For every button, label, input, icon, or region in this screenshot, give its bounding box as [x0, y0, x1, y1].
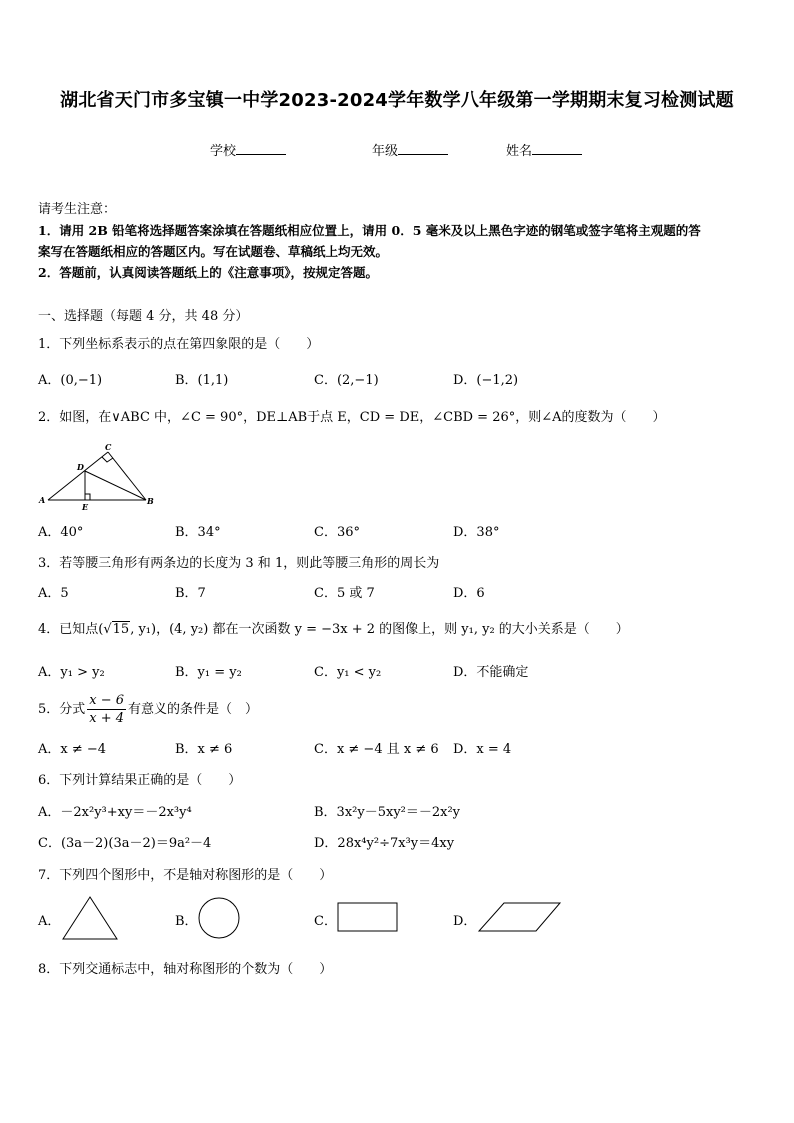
school-blank[interactable]	[236, 142, 286, 155]
q7-option-c[interactable]: C．	[314, 914, 337, 929]
name-blank[interactable]	[532, 142, 582, 155]
q1-option-b[interactable]: B．(1,1)	[175, 373, 229, 388]
segment-bd	[85, 471, 146, 500]
right-angle-mark-e	[85, 494, 90, 500]
q2-option-d[interactable]: D．38°	[453, 525, 500, 540]
q6-option-d[interactable]: D．28x⁴y²÷7x³y＝4xy	[314, 836, 455, 851]
notice-item-1-line-1: 1．请用 2B 铅笔将选择题答案涂填在答题纸相应位置上，请用 0．5 毫米及以上黑色字迹的钢笔或签字笔将主观题的答	[38, 223, 701, 238]
q4-sqrt-value: 15	[112, 622, 130, 637]
q6-option-c[interactable]: C．(3a－2)(3a－2)＝9a²－4	[38, 836, 212, 851]
side-cb	[108, 452, 146, 500]
q4-point-2: (4, y₂)	[169, 622, 209, 637]
q5-numerator: x − 6	[89, 693, 125, 708]
q5-fraction	[87, 692, 126, 727]
q3-option-a[interactable]: A．5	[38, 586, 69, 601]
q4-stem-rest: 都在一次函数 y = −3x + 2 的图像上，则 y₁, y₂ 的大小关系是（ ）	[208, 622, 629, 637]
q3-option-d[interactable]: D．6	[453, 586, 485, 601]
label-c: C	[105, 442, 112, 452]
grade-blank[interactable]	[398, 142, 448, 155]
q4-option-b[interactable]: B．y₁ = y₂	[175, 665, 242, 680]
q5-denominator: x + 4	[89, 711, 125, 726]
school-label: 学校	[210, 144, 237, 159]
q4-stem: 4．已知点(√15, y₁)，(4, y₂) 都在一次函数 y = −3x + 2 的图像上，则 y₁, y₂ 的大小关系是（ ）	[38, 622, 629, 637]
q5-option-a[interactable]: A．x ≠ −4	[38, 742, 107, 757]
q1-option-c[interactable]: C．(2,−1)	[314, 373, 379, 388]
q2-option-c[interactable]: C．36°	[314, 525, 360, 540]
q3-option-b[interactable]: B．7	[175, 586, 206, 601]
school-field[interactable]	[210, 140, 286, 159]
name-label: 姓名	[506, 144, 533, 159]
q5-option-b[interactable]: B．x ≠ 6	[175, 742, 233, 757]
section-heading: 一、选择题（每题 4 分，共 48 分）	[38, 309, 249, 324]
q2-stem: 2．如图，在∨ABC 中，∠C = 90°，DE⊥AB于点 E，CD = DE，∠CBD = 26°，则∠A的度数为（ ）	[38, 410, 666, 425]
rectangle-shape-icon	[336, 900, 400, 934]
q6-option-b[interactable]: B．3x²y－5xy²＝－2x²y	[314, 805, 461, 820]
q5-stem	[38, 692, 258, 727]
q7-option-a[interactable]: A．	[38, 914, 61, 929]
grade-field[interactable]	[372, 140, 448, 159]
q4-option-d[interactable]: D．不能确定	[453, 665, 529, 680]
exam-title: 湖北省天门市多宝镇一中学2023-2024学年数学八年级第一学期期末复习检测试题	[60, 90, 734, 111]
notice-item-1-line-2: 案写在答题纸相应的答题区内。写在试题卷、草稿纸上均无效。	[38, 244, 389, 259]
notice-block	[38, 199, 760, 283]
q1-stem: 1．下列坐标系表示的点在第四象限的是（ ）	[38, 337, 320, 352]
label-e: E	[82, 502, 89, 512]
q2-option-a[interactable]: A．40°	[38, 525, 84, 540]
q4-point-1-rest: , y₁)，	[130, 622, 170, 637]
q3-stem: 3．若等腰三角形有两条边的长度为 3 和 1，则此等腰三角形的周长为	[38, 556, 440, 571]
q6-option-a[interactable]: A．－2x²y³+xy＝－2x³y⁴	[38, 805, 192, 820]
parallelogram-shape-icon	[476, 900, 564, 934]
q2-option-b[interactable]: B．34°	[175, 525, 221, 540]
triangle-shape-icon	[60, 894, 120, 942]
right-angle-mark-c	[102, 457, 113, 462]
q5-option-d[interactable]: D．x = 4	[453, 742, 512, 757]
q7-stem: 7．下列四个图形中，不是轴对称图形的是（ ）	[38, 868, 333, 883]
q1-option-d[interactable]: D．(−1,2)	[453, 373, 519, 388]
grade-label: 年级	[372, 144, 399, 159]
q1-option-a[interactable]: A．(0,−1)	[38, 373, 103, 388]
side-ac	[48, 452, 108, 500]
q7-option-d[interactable]: D．	[453, 914, 477, 929]
q4-option-c[interactable]: C．y₁ < y₂	[314, 665, 382, 680]
q8-stem: 8．下列交通标志中，轴对称图形的个数为（ ）	[38, 962, 333, 977]
q6-stem: 6．下列计算结果正确的是（ ）	[38, 773, 242, 788]
label-a: A	[39, 495, 46, 505]
q4-option-a[interactable]: A．y₁ > y₂	[38, 665, 105, 680]
circle-shape-icon	[196, 895, 242, 941]
q2-triangle-figure	[38, 440, 156, 512]
q5-stem-rest: 有意义的条件是（ ）	[128, 702, 259, 717]
name-field[interactable]	[506, 140, 582, 159]
q5-option-c[interactable]: C．x ≠ −4 且 x ≠ 6	[314, 742, 439, 757]
label-d: D	[77, 462, 84, 472]
notice-heading: 请考生注意：	[38, 202, 117, 217]
notice-item-2: 2．答题前，认真阅读答题纸上的《注意事项》，按规定答题。	[38, 265, 378, 280]
q5-lead: 5．分式	[38, 702, 86, 717]
q7-option-b[interactable]: B．	[175, 914, 198, 929]
label-b: B	[147, 496, 154, 506]
q3-option-c[interactable]: C．5 或 7	[314, 586, 375, 601]
q4-lead: 4．已知点	[38, 622, 99, 637]
